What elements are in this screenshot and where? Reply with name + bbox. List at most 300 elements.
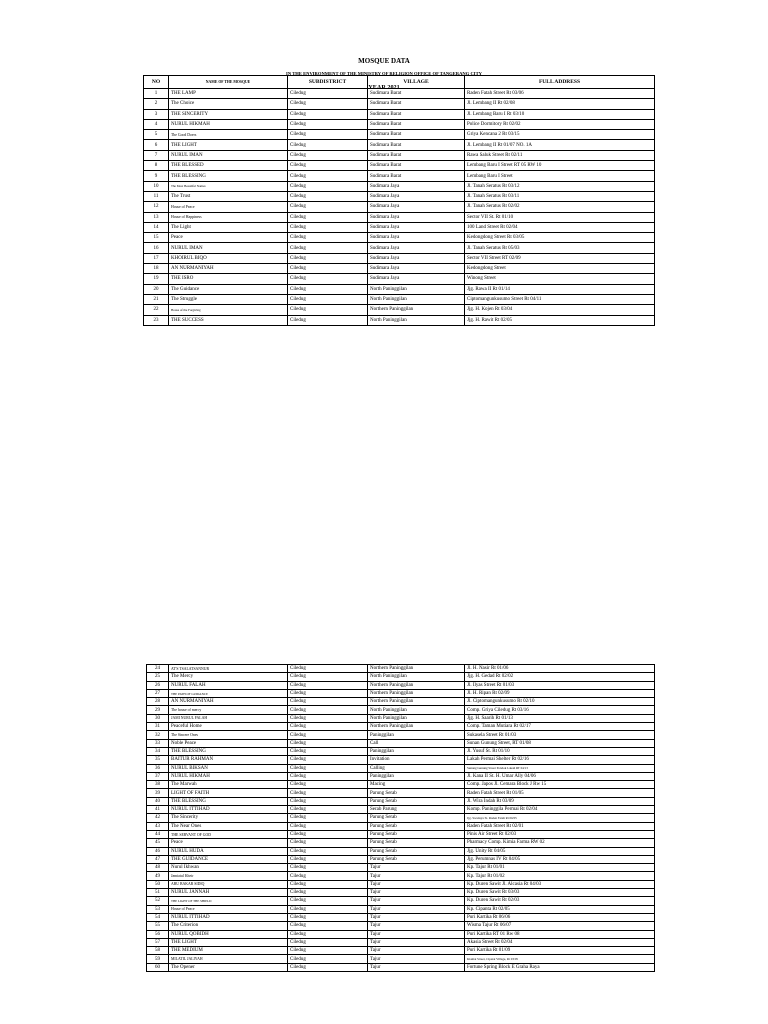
cell-name: The Light (169, 222, 288, 232)
cell-name: Peaceful Home (169, 723, 288, 731)
cell-address: Akasia Street Rt 02/04 (465, 938, 655, 946)
cell-village: Parung Serab (368, 855, 465, 863)
table-row (147, 880, 655, 888)
cell-address: Raden Fatah Street Rt 02/01 (465, 822, 655, 830)
cell-subdistrict: Ciledug (288, 274, 368, 284)
cell-name: The Struggle (169, 294, 288, 304)
cell-no: 16 (144, 243, 169, 253)
cell-no: 57 (147, 938, 169, 946)
cell-village: Sudimara Barat (368, 119, 465, 129)
cell-address: Jjg. H. Saarih Rt 01/13 (465, 714, 655, 722)
cell-address: Raden Fatah Street Rt 01/05 (465, 789, 655, 797)
table-row (144, 212, 655, 222)
cell-name: The Near Ones (169, 822, 288, 830)
cell-subdistrict: Ciledug (288, 889, 368, 897)
table-row (144, 294, 655, 304)
cell-name: NURUL ITTIHAD (169, 806, 288, 814)
cell-address: Sukasela Street Rt 01/03 (465, 731, 655, 739)
cell-village: Tajur (368, 864, 465, 872)
table-row (147, 756, 655, 764)
document-subtitle: IN THE ENVIRONMENT OF THE MINISTRY OF RELIGION OFFICE OF TANGERANG CITY (286, 71, 482, 76)
cell-village: Sudimara Jaya (368, 222, 465, 232)
cell-subdistrict: Ciledug (288, 764, 368, 772)
cell-village: Tajur (368, 913, 465, 921)
cell-name: THE LIGHT (169, 140, 288, 150)
table-row (147, 938, 655, 946)
cell-address: Kp. Cipanta Rt 02/05 (465, 905, 655, 913)
cell-subdistrict: Ciledug (288, 872, 368, 880)
header-village: VILLAGE (368, 76, 465, 89)
table-row (147, 930, 655, 938)
cell-no: 7 (144, 150, 169, 160)
table-row (144, 233, 655, 243)
cell-subdistrict: Ciledug (288, 963, 368, 971)
cell-village: North Paninggilan (368, 706, 465, 714)
cell-address: Jl. Lembang II Rt 01/07 NO. 1A (465, 140, 655, 150)
cell-subdistrict: Ciledug (288, 161, 368, 171)
cell-subdistrict: Ciledug (288, 731, 368, 739)
cell-village: Calling (368, 764, 465, 772)
cell-subdistrict: Ciledug (288, 864, 368, 872)
table-row (147, 830, 655, 838)
cell-village: Sudimara Jaya (368, 191, 465, 201)
cell-name: Jamiatul Kheir (169, 872, 288, 880)
table-row (147, 955, 655, 963)
cell-subdistrict: Ciledug (288, 253, 368, 263)
cell-name: THE BLESSING (169, 797, 288, 805)
cell-no: 26 (147, 681, 169, 689)
cell-village: North Paninggilan (368, 714, 465, 722)
cell-village: Sudimara Barat (368, 130, 465, 140)
cell-village: Sudimara Jaya (368, 212, 465, 222)
cell-name: THE SERVANT OF GOD (169, 830, 288, 838)
cell-no: 25 (147, 673, 169, 681)
cell-no: 51 (147, 889, 169, 897)
cell-subdistrict: Ciledug (288, 739, 368, 747)
cell-no: 2 (144, 99, 169, 109)
cell-address: Jjg. Swadaya St. Raden Fatah Rt 06/05 (465, 814, 655, 822)
cell-name: NURUL QOBIDH (169, 930, 288, 938)
cell-name: KHOIRUL BIQO (169, 253, 288, 263)
cell-name: THE GUIDANCE (169, 855, 288, 863)
table-row (144, 202, 655, 212)
cell-village: Tajur (368, 955, 465, 963)
cell-name: LIGHT OF FAITH (169, 789, 288, 797)
cell-subdistrict: Ciledug (288, 698, 368, 706)
cell-address: Raden Fatah Street Rt 03/06 (465, 89, 655, 99)
cell-village: Sudimara Barat (368, 171, 465, 181)
cell-address: Jjg. H. Gedad Rt 02/02 (465, 673, 655, 681)
cell-address: Griya Kencana 2 Rt 03/15 (465, 130, 655, 140)
cell-address: Komp. Paninggila Permai Rt 02/04 (465, 806, 655, 814)
cell-no: 33 (147, 739, 169, 747)
cell-village: North Paninggilan (368, 673, 465, 681)
cell-name: The Mercy (169, 673, 288, 681)
cell-no: 52 (147, 897, 169, 905)
cell-address: Jl. Ciptomangunkusumo Rt 02/10 (465, 698, 655, 706)
cell-subdistrict: Ciledug (288, 109, 368, 119)
header-subdistrict: SUBDISTRICT (288, 76, 368, 89)
cell-subdistrict: Ciledug (288, 913, 368, 921)
cell-subdistrict: Ciledug (288, 781, 368, 789)
cell-village: North Paninggilan (368, 294, 465, 304)
cell-name: NURUL IMAN (169, 243, 288, 253)
header-name: NAME OF THE MOSQUE (169, 76, 288, 89)
table-row (144, 253, 655, 263)
table-row (147, 673, 655, 681)
cell-address: Kiamat Street, Cipatat Village, Rt 03/05 (465, 955, 655, 963)
cell-village: Sudimara Barat (368, 109, 465, 119)
cell-address: Jl. Wira Indah Rt 03/09 (465, 797, 655, 805)
table-row (147, 698, 655, 706)
cell-no: 17 (144, 253, 169, 263)
cell-no: 28 (147, 698, 169, 706)
cell-village: Tajur (368, 905, 465, 913)
cell-subdistrict: Ciledug (288, 706, 368, 714)
cell-village: Parung Serab (368, 839, 465, 847)
cell-subdistrict: Ciledug (288, 284, 368, 294)
cell-no: 10 (144, 181, 169, 191)
cell-address: Pinis Air Street Rt 02/03 (465, 830, 655, 838)
cell-no: 50 (147, 880, 169, 888)
cell-village: Parung Serab (368, 789, 465, 797)
cell-no: 19 (144, 274, 169, 284)
cell-subdistrict: Ciledug (288, 814, 368, 822)
cell-name: House of Peace (169, 202, 288, 212)
cell-name: NURUL IMAN (169, 150, 288, 160)
table-row (147, 897, 655, 905)
cell-village: Sudimara Barat (368, 99, 465, 109)
table-row (144, 89, 655, 99)
cell-name: AN NURMANIYAH (169, 698, 288, 706)
cell-no: 9 (144, 171, 169, 181)
cell-no: 35 (147, 756, 169, 764)
cell-no: 11 (144, 191, 169, 201)
cell-address: Jl. Kana II St. H. Umar Ally 04/06 (465, 772, 655, 780)
table-row (147, 814, 655, 822)
cell-name: House of Happiness (169, 212, 288, 222)
cell-village: North Paninggilan (368, 284, 465, 294)
cell-no: 8 (144, 161, 169, 171)
cell-name: NURUL HIKMAH (169, 119, 288, 129)
table-row (144, 99, 655, 109)
table-row (144, 274, 655, 284)
cell-name: The house of mercy (169, 706, 288, 714)
cell-no: 39 (147, 789, 169, 797)
cell-subdistrict: Ciledug (288, 99, 368, 109)
cell-subdistrict: Ciledug (288, 938, 368, 946)
cell-address: Jl. Tanah Seratus Rt 03/12 (465, 181, 655, 191)
cell-village: Tajur (368, 880, 465, 888)
cell-subdistrict: Ciledug (288, 264, 368, 274)
cell-no: 24 (147, 665, 169, 673)
table-row (144, 191, 655, 201)
cell-no: 40 (147, 797, 169, 805)
cell-village: Paninggilan (368, 772, 465, 780)
cell-subdistrict: Ciledug (288, 181, 368, 191)
cell-name: THE LAMP (169, 89, 288, 99)
cell-no: 13 (144, 212, 169, 222)
table-row (144, 150, 655, 160)
cell-name: AN NURMANIYAH (169, 264, 288, 274)
cell-name: JAMI NURUL FALAH (169, 714, 288, 722)
cell-village: Parung Serab (368, 847, 465, 855)
table-row (147, 781, 655, 789)
cell-address: Police Dormitory Rt 02/02 (465, 119, 655, 129)
cell-address: Puri Kartika Rt 06/06 (465, 913, 655, 921)
cell-subdistrict: Ciledug (288, 89, 368, 99)
cell-village: Tajur (368, 897, 465, 905)
cell-address: Comp. Taman Mutiara Rt 02/17 (465, 723, 655, 731)
cell-address: Lembang Baru I Street RT 05 RW 10 (465, 161, 655, 171)
cell-subdistrict: Ciledug (288, 905, 368, 913)
cell-subdistrict: Ciledug (288, 150, 368, 160)
table-row (147, 947, 655, 955)
cell-subdistrict: Ciledug (288, 880, 368, 888)
table-row (147, 706, 655, 714)
cell-name: The Sincerity (169, 814, 288, 822)
table-row (147, 855, 655, 863)
cell-village: Northern Paninggilan (368, 698, 465, 706)
cell-no: 31 (147, 723, 169, 731)
cell-subdistrict: Ciledug (288, 955, 368, 963)
cell-subdistrict: Ciledug (288, 689, 368, 697)
header-address: FULL ADDRESS (465, 76, 655, 89)
cell-subdistrict: Ciledug (288, 222, 368, 232)
table-row (147, 872, 655, 880)
document-title: MOSQUE DATA (358, 57, 410, 65)
cell-name: House of the Forgiving (169, 305, 288, 315)
cell-name: Noble Peace (169, 739, 288, 747)
table-row (144, 264, 655, 274)
table-row (147, 764, 655, 772)
cell-address: Wisma Tajur Rt 06/07 (465, 922, 655, 930)
cell-village: Tajur (368, 872, 465, 880)
cell-village: Tajur (368, 938, 465, 946)
cell-village: Tajur (368, 963, 465, 971)
cell-name: Peace (169, 839, 288, 847)
cell-village: Northern Paninggilan (368, 689, 465, 697)
cell-address: Rawa Saluk Street Rt 02/11 (465, 150, 655, 160)
cell-no: 49 (147, 872, 169, 880)
cell-no: 20 (144, 284, 169, 294)
cell-subdistrict: Ciledug (288, 171, 368, 181)
cell-no: 5 (144, 130, 169, 140)
cell-name: THE PATH OF GUIDANCE (169, 689, 288, 697)
cell-village: Sudimara Jaya (368, 233, 465, 243)
cell-no: 42 (147, 814, 169, 822)
cell-address: Jjg. H. Rawit Rt 02/05 (465, 315, 655, 325)
cell-village: Sudimara Jaya (368, 274, 465, 284)
cell-village: Northern Paninggilan (368, 681, 465, 689)
table-row (147, 789, 655, 797)
table-row (147, 739, 655, 747)
cell-village: Tajur (368, 922, 465, 930)
cell-subdistrict: Ciledug (288, 797, 368, 805)
cell-name: MILATIL JALIYAH (169, 955, 288, 963)
table-body-page-2 (147, 665, 655, 972)
header-no: NO (144, 76, 169, 89)
cell-address: Jjg. H. Kojen Rt 03/04 (465, 305, 655, 315)
cell-subdistrict: Ciledug (288, 822, 368, 830)
cell-subdistrict: Ciledug (288, 855, 368, 863)
cell-subdistrict: Ciledug (288, 191, 368, 201)
table-row (144, 109, 655, 119)
cell-subdistrict: Ciledug (288, 294, 368, 304)
cell-address: Jl. Yusuf St. Rt 01/10 (465, 747, 655, 755)
table-row (144, 243, 655, 253)
cell-address: Puri Kartika RT 01 Rw 08 (465, 930, 655, 938)
cell-name: NURUL HIKMAH (169, 772, 288, 780)
table-body-page-1 (144, 89, 655, 326)
cell-address: 100 Land Street Rt 02/04 (465, 222, 655, 232)
cell-address: Sunan Gunung Street, RT 01/08 (465, 739, 655, 747)
cell-subdistrict: Ciledug (288, 897, 368, 905)
table-row (147, 806, 655, 814)
table-row (144, 130, 655, 140)
cell-no: 27 (147, 689, 169, 697)
cell-village: Sudimara Barat (368, 150, 465, 160)
cell-village: North Paninggilan (368, 315, 465, 325)
table-row (147, 864, 655, 872)
cell-subdistrict: Ciledug (288, 673, 368, 681)
cell-no: 6 (144, 140, 169, 150)
cell-village: Parung Serab (368, 830, 465, 838)
cell-name: Peace (169, 233, 288, 243)
cell-no: 15 (144, 233, 169, 243)
cell-name: The Criterion (169, 922, 288, 930)
cell-address: Jl. Lembang II Rt 02/08 (465, 99, 655, 109)
cell-address: Sector VII St. Rt 01/10 (465, 212, 655, 222)
cell-address: Jl. Ilyas Street Rt 01/03 (465, 681, 655, 689)
cell-village: Call (368, 739, 465, 747)
table-row (147, 731, 655, 739)
cell-no: 38 (147, 781, 169, 789)
cell-name: AT'S TSALATSANNUR (169, 665, 288, 673)
cell-name: The Most Beautiful Names (169, 181, 288, 191)
cell-village: Sudimara Jaya (368, 264, 465, 274)
cell-name: The Opener (169, 963, 288, 971)
cell-no: 23 (144, 315, 169, 325)
cell-village: Northern Paninggilan (368, 305, 465, 315)
cell-subdistrict: Ciledug (288, 305, 368, 315)
cell-no: 44 (147, 830, 169, 838)
cell-subdistrict: Ciledug (288, 315, 368, 325)
cell-address: Jjg. Perumnas IV Rt 04/05 (465, 855, 655, 863)
cell-no: 45 (147, 839, 169, 847)
cell-address: Jl. H. Ripan Rt 02/09 (465, 689, 655, 697)
cell-village: Sudimara Barat (368, 89, 465, 99)
cell-village: Sudimara Jaya (368, 202, 465, 212)
table-row (147, 747, 655, 755)
cell-subdistrict: Ciledug (288, 772, 368, 780)
cell-address: Kp. Duren Sawit Rt 02/03 (465, 897, 655, 905)
cell-no: 41 (147, 806, 169, 814)
cell-subdistrict: Ciledug (288, 806, 368, 814)
table-row (144, 119, 655, 129)
cell-name: NURUL HUDA (169, 847, 288, 855)
table-row (147, 797, 655, 805)
cell-name: The Good Doers (169, 130, 288, 140)
cell-no: 37 (147, 772, 169, 780)
table-row (144, 315, 655, 325)
cell-address: Sector VII Street RT 02/09 (465, 253, 655, 263)
table-row (144, 171, 655, 181)
cell-subdistrict: Ciledug (288, 243, 368, 253)
cell-address: Lembang Baru I Street (465, 171, 655, 181)
cell-name: NURUL JANNAH (169, 889, 288, 897)
cell-no: 34 (147, 747, 169, 755)
cell-name: THE BLESSING (169, 171, 288, 181)
cell-no: 30 (147, 714, 169, 722)
cell-address: Kp. Duren Sawit Rt 03/03 (465, 889, 655, 897)
cell-name: The Trust (169, 191, 288, 201)
cell-no: 22 (144, 305, 169, 315)
cell-village: Tajur (368, 930, 465, 938)
cell-no: 60 (147, 963, 169, 971)
cell-name: THE SUCCESS (169, 315, 288, 325)
cell-name: NURUL ITTIHAD (169, 913, 288, 921)
cell-name: THE LIGHT OF THE SHIELD (169, 897, 288, 905)
cell-subdistrict: Ciledug (288, 119, 368, 129)
cell-name: BAITUR RAHMAN (169, 756, 288, 764)
cell-no: 53 (147, 905, 169, 913)
table-row (147, 913, 655, 921)
table-row (147, 723, 655, 731)
table-header-row (144, 76, 655, 89)
cell-no: 1 (144, 89, 169, 99)
cell-subdistrict: Ciledug (288, 930, 368, 938)
cell-no: 29 (147, 706, 169, 714)
cell-no: 14 (144, 222, 169, 232)
cell-village: Macing (368, 781, 465, 789)
cell-name: House of Peace (169, 905, 288, 913)
table-row (147, 681, 655, 689)
cell-subdistrict: Ciledug (288, 233, 368, 243)
cell-name: The Choice (169, 99, 288, 109)
cell-no: 3 (144, 109, 169, 119)
cell-village: Sudimara Jaya (368, 243, 465, 253)
cell-village: Serab Parung (368, 806, 465, 814)
table-row (144, 140, 655, 150)
cell-address: Jl. Tanah Seratus Rt 03/11 (465, 191, 655, 201)
cell-address: Sunang Gunung Street Pondok Lakah RT 04/13 (465, 764, 655, 772)
cell-name: NURUL FALAH (169, 681, 288, 689)
table-row (144, 181, 655, 191)
cell-address: Fortune Spring Block E Graha Raya (465, 963, 655, 971)
table-row (147, 822, 655, 830)
cell-address: Kp. Tajur Rt 01/01 (465, 864, 655, 872)
cell-name: THE LIGHT (169, 938, 288, 946)
cell-no: 18 (144, 264, 169, 274)
cell-subdistrict: Ciledug (288, 847, 368, 855)
cell-village: Paninggilan (368, 747, 465, 755)
table-row (147, 689, 655, 697)
cell-subdistrict: Ciledug (288, 212, 368, 222)
cell-no: 21 (144, 294, 169, 304)
cell-address: Jl. Tanah Seratus Rt 02/02 (465, 202, 655, 212)
cell-no: 58 (147, 947, 169, 955)
cell-no: 32 (147, 731, 169, 739)
table-row (144, 284, 655, 294)
cell-address: Ciptomangunkusumo Street Rt 04/11 (465, 294, 655, 304)
table-row (147, 839, 655, 847)
cell-no: 47 (147, 855, 169, 863)
table-row (147, 847, 655, 855)
cell-village: Sudimara Jaya (368, 253, 465, 263)
table-row (144, 305, 655, 315)
table-row (147, 905, 655, 913)
